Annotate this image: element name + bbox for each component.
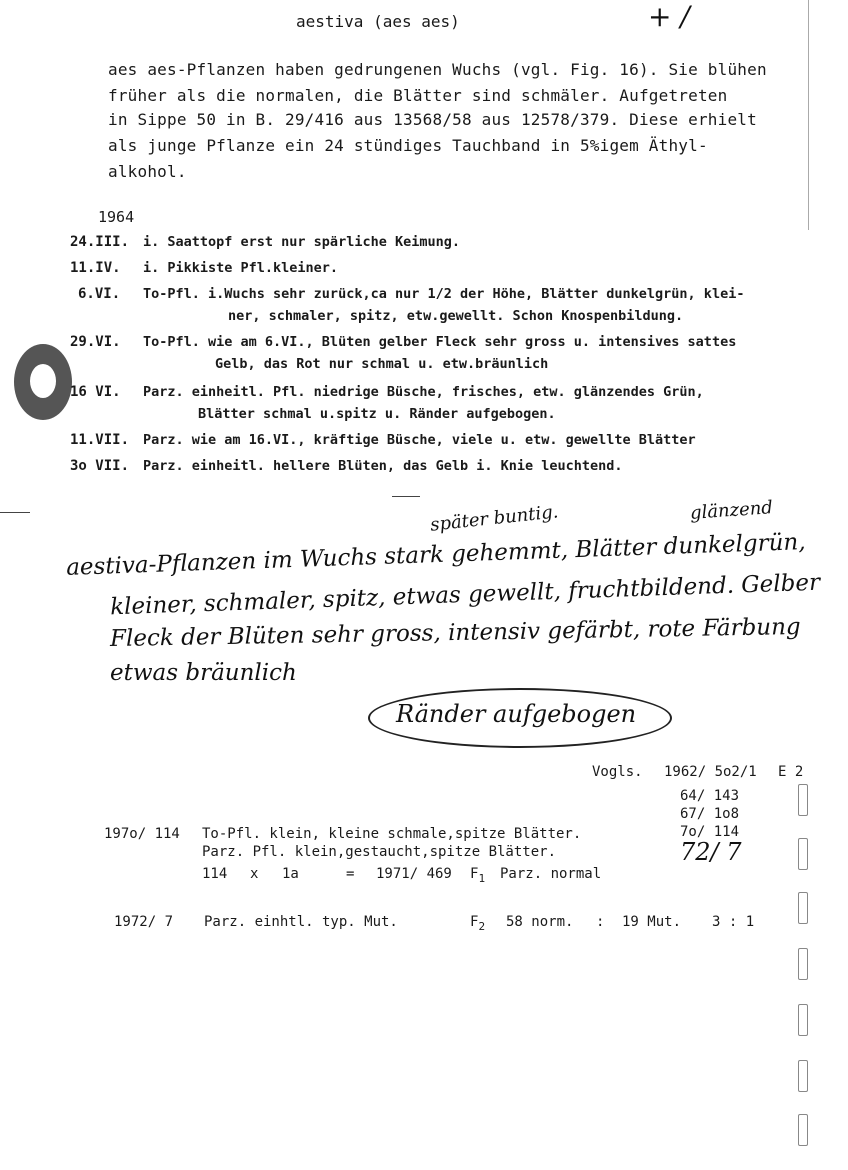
handwritten-line: kleiner, schmaler, spitz, etwas gewellt, fruchtbildend. Gelber [109,569,821,621]
f1-label: $F_1$ [470,866,486,885]
log-date: 3o VII. [70,458,130,474]
handwritten-line: Fleck der Blüten sehr gross, intensiv gefärbt, rote Färbung [109,613,801,653]
log-entry: To-Pfl. wie am 6.VI., Blüten gelber Fleck sehr gross u. intensives sattes [143,334,737,350]
log-entry: Parz. wie am 16.VI., kräftige Büsche, viele u. etw. gewellte Blätter [143,432,696,448]
log-date: 11.IV. [70,260,121,276]
f2-norm: 58 norm. [506,914,574,930]
log-date: 16 VI. [70,384,121,400]
log-year: 1964 [98,208,135,226]
page-title: aestiva (aes aes) [296,12,460,31]
f2-mut: 19 Mut. [622,914,682,930]
ratio: 3 : 1 [712,914,755,930]
record-1970-id: 197o/ 114 [104,826,180,842]
handwritten-insert: später buntig. [429,501,560,536]
cross-b: 1a [282,866,299,882]
e2-label: E 2 [778,764,804,780]
f2-colon: : [596,914,605,930]
intro-line-3: in Sippe 50 in B. 29/416 aus 13568/58 aus 12578/379. Diese erhielt [108,110,757,129]
log-date: 29.VI. [70,334,121,350]
lineage-item: 7o/ 114 [680,824,740,840]
edge-line [808,0,809,230]
lineage-item: 64/ 143 [680,788,740,804]
margin-rule [392,496,420,497]
margin-rule [0,512,30,513]
log-date: 24.III. [70,234,130,250]
vogls-label: Vogls. [592,764,643,780]
vogls-value: 1962/ 5o2/1 [664,764,757,780]
intro-line-5: alkohol. [108,162,187,181]
record-1972-text: Parz. einhtl. typ. Mut. [204,914,398,930]
cross-result: 1971/ 469 [376,866,452,882]
edge-tab [798,784,808,816]
corner-mark: + / [648,0,690,33]
circled-text: Ränder aufgebogen [396,700,637,728]
intro-line-2: früher als die normalen, die Blätter sind schmäler. Aufgetreten [108,86,728,105]
log-date: 11.VII. [70,432,130,448]
log-entry: i. Pikkiste Pfl.kleiner. [143,260,339,276]
log-entry: To-Pfl. i.Wuchs sehr zurück,ca nur 1/2 der Höhe, Blätter dunkelgrün, klei- [143,286,745,302]
intro-line-1: aes aes-Pflanzen haben gedrungenen Wuchs (vgl. Fig. 16). Sie blühen [108,60,767,79]
cross-x: x [250,866,259,882]
log-entry: Parz. einheitl. Pfl. niedrige Büsche, frisches, etw. glänzendes Grün, [143,384,704,400]
log-entry-cont: ner, schmaler, spitz, etw.gewellt. Schon Knospenbildung. [228,308,684,324]
edge-tab [798,892,808,924]
intro-line-4: als junge Pflanze ein 24 stündiges Tauchband in 5%igem Äthyl- [108,136,708,155]
edge-tab [798,948,808,980]
log-date: 6.VI. [78,286,121,302]
cross-eq: = [346,866,355,882]
handwritten-line: aestiva-Pflanzen im Wuchs stark gehemmt, Blätter dunkelgrün, [65,529,806,581]
f1-text: Parz. normal [500,866,602,882]
lineage-item: 67/ 1o8 [680,806,740,822]
log-entry-cont: Gelb, das Rot nur schmal u. etw.bräunlich [215,356,549,372]
lineage-handwritten: 72/ 7 [680,838,742,866]
record-1972-id: 1972/ 7 [114,914,174,930]
log-entry-cont: Blätter schmal u.spitz u. Ränder aufgebogen. [198,406,556,422]
record-1970-line1: To-Pfl. klein, kleine schmale,spitze Blätter. [202,826,582,842]
edge-tab [798,1060,808,1092]
log-entry: Parz. einheitl. hellere Blüten, das Gelb i. Knie leuchtend. [143,458,623,474]
edge-tab [798,838,808,870]
record-1970-line2: Parz. Pfl. klein,gestaucht,spitze Blätter. [202,844,557,860]
punch-hole [14,344,72,420]
handwritten-insert: glänzend [689,497,774,524]
edge-tab [798,1114,808,1146]
f2-label: $F_2$ [470,914,486,933]
log-entry: i. Saattopf erst nur spärliche Keimung. [143,234,460,250]
cross-a: 114 [202,866,228,882]
handwritten-line: etwas bräunlich [110,660,297,686]
edge-tab [798,1004,808,1036]
